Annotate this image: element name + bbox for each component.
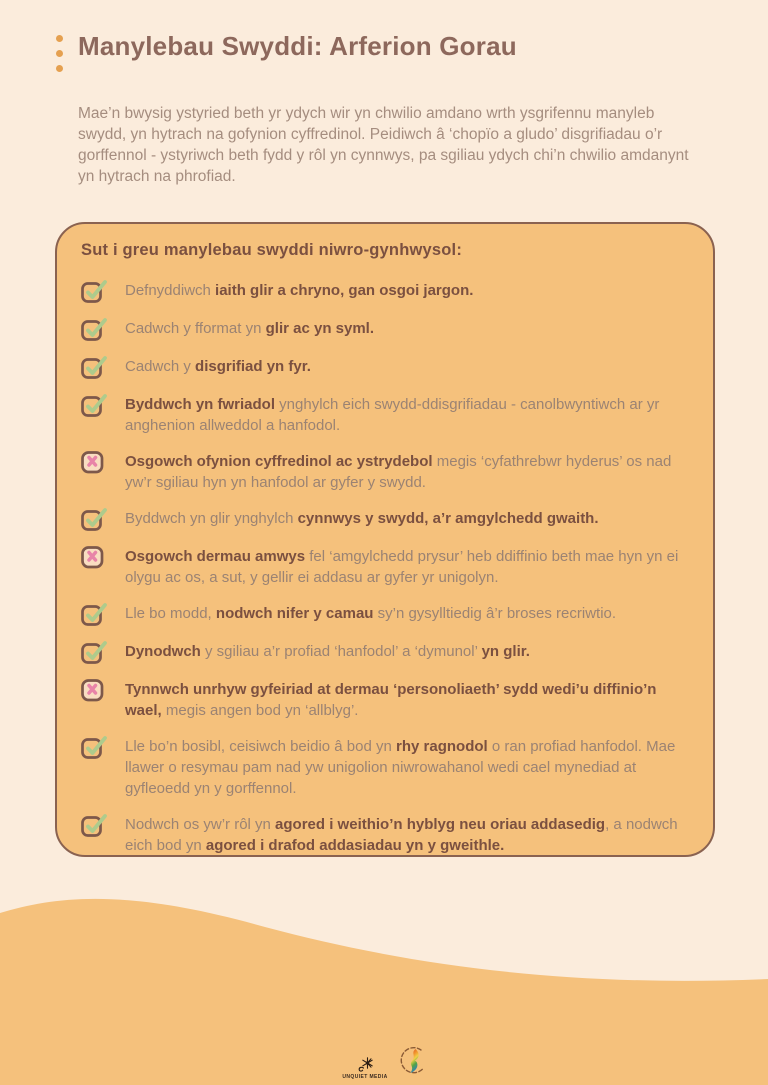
cross-icon [81,545,108,569]
checklist-item [81,641,687,664]
item-text-segment: Lle bo’n bosibl, ceisiwch beidio â bod yn [125,738,397,755]
unquiet-media-label: UNQUIET MEDIA [342,1074,388,1080]
check-icon [81,735,108,759]
check-icon [81,813,108,837]
checklist-item [81,280,687,303]
item-text-segment: megis ‘cyfathrebwr hyderus’ os nad yw’r sgiliau hyn yn hanfodol ar gyfer y swydd. [125,453,672,491]
check-icon [81,602,108,626]
item-text-segment: y sgiliau a’r profiad ‘hanfodol’ a ‘dymunol’ [200,643,482,660]
item-text-bold-segment: Dynodwch [125,643,201,660]
checklist-item-text [125,508,687,529]
item-text-bold-segment: yn glir. [481,643,530,660]
checklist-item [81,318,687,341]
checklist-item-text [125,736,687,799]
unquiet-media-logo [341,1057,389,1080]
title-accent-dots [56,31,63,72]
checklist-item [81,679,687,721]
check-icon [81,507,108,531]
item-text-bold-segment: Tynnwch unrhyw gyfeiriad at dermau ‘personoliaeth’ sydd wedi’u diffinio’n wael, [125,681,657,719]
checklist-item [81,814,687,856]
checklist-item-text [125,356,687,377]
check-icon [81,355,108,379]
cross-icon [81,450,108,474]
item-text-bold-segment: cynnwys y swydd, a’r amgylchedd gwaith. [297,510,599,527]
card-heading: Sut i greu manylebau swyddi niwro-gynhwysol: [81,241,463,259]
accent-dot [56,65,63,72]
checklist-item-text [125,641,687,662]
checklist-item [81,356,687,379]
checklist-item-text [125,280,687,301]
footer-logos [341,1044,427,1080]
page-title: Manylebau Swyddi: Arferion Gorau [78,31,517,61]
check-icon [81,279,108,303]
unquiet-media-icon [355,1057,375,1074]
item-text-bold-segment: agored i drafod addasiadau yn y gweithle. [205,837,505,854]
item-text-bold-segment: rhy ragnodol [396,738,488,755]
checklist-item [81,736,687,799]
item-text-segment: Lle bo modd, [125,605,216,622]
page-header [56,31,517,72]
item-text-segment: sy’n gysylltiedig â’r broses recriwtio. [373,605,617,622]
checklist-item [81,451,687,493]
item-text-bold-segment: disgrifiad yn fyr. [195,358,311,375]
item-text-segment: Nodwch os yw’r rôl yn [125,816,276,833]
check-icon [81,393,108,417]
best-practice-card [55,222,715,857]
item-text-segment: fel ‘amgylchedd prysur’ heb ddiffinio beth mae hyn yn ei olygu ac os, a sut, y gellir ei addasu ar gyfer yr unigolyn. [125,548,679,586]
intro-paragraph: Mae’n bwysig ystyried beth yr ydych wir yn chwilio amdano wrth ysgrifennu manyleb swydd, yn hytrach na gofynion cyffredinol. Peidiwch â ‘chopïo a gludo’ disgrifiadau o’r gorffennol - ystyriwch beth fydd y rôl yn cynnwys, pa sgiliau ydych chi’n chwilio amdanynt yn hytrach na phrofiad. [78,105,689,185]
item-text-bold-segment: Osgowch ofynion cyffredinol ac ystrydebol [125,453,433,470]
item-text-bold-segment: glir ac yn syml. [265,320,375,337]
accent-dot [56,35,63,42]
checklist-item [81,546,687,588]
item-text-segment: o ran profiad hanfodol. Mae llawer o resymau pam nad yw unigolion niwrowahanol wedi cael mynediad at gyfleoedd yn y gorffennol. [125,738,676,797]
checklist-item [81,508,687,531]
check-icon [81,640,108,664]
cross-icon [81,678,108,702]
checklist-item [81,603,687,626]
checklist-item-text [125,318,687,339]
item-text-segment: Defnyddiwch [125,282,216,299]
checklist [81,280,687,856]
item-text-bold-segment: agored i weithio’n hyblyg neu oriau addasedig [275,816,606,833]
checklist-item-text [125,679,687,721]
item-text-segment: Byddwch yn glir ynghylch [125,510,298,527]
item-text-bold-segment: Byddwch yn fwriadol [125,396,276,413]
item-text-segment: Cadwch y fformat yn [125,320,266,337]
item-text-segment: megis angen bod yn ‘allblyg’. [161,702,359,719]
check-icon [81,317,108,341]
item-text-segment: , a nodwch eich bod yn [125,816,678,854]
checklist-item-text [125,451,687,493]
item-text-bold-segment: nodwch nifer y camau [215,605,374,622]
rainbow-circle-logo [398,1044,427,1080]
checklist-item-text [125,546,687,588]
checklist-item-text [125,394,687,436]
checklist-item-text [125,603,687,624]
item-text-segment: Cadwch y [125,358,196,375]
checklist-item [81,394,687,436]
item-text-bold-segment: Osgowch dermau amwys [125,548,306,565]
item-text-bold-segment: iaith glir a chryno, gan osgoi jargon. [215,282,474,299]
checklist-item-text [125,814,687,856]
accent-dot [56,50,63,57]
item-text-segment: ynghylch eich swydd-ddisgrifiadau - canolbwyntiwch ar yr anghenion allweddol a hanfodol. [125,396,660,434]
